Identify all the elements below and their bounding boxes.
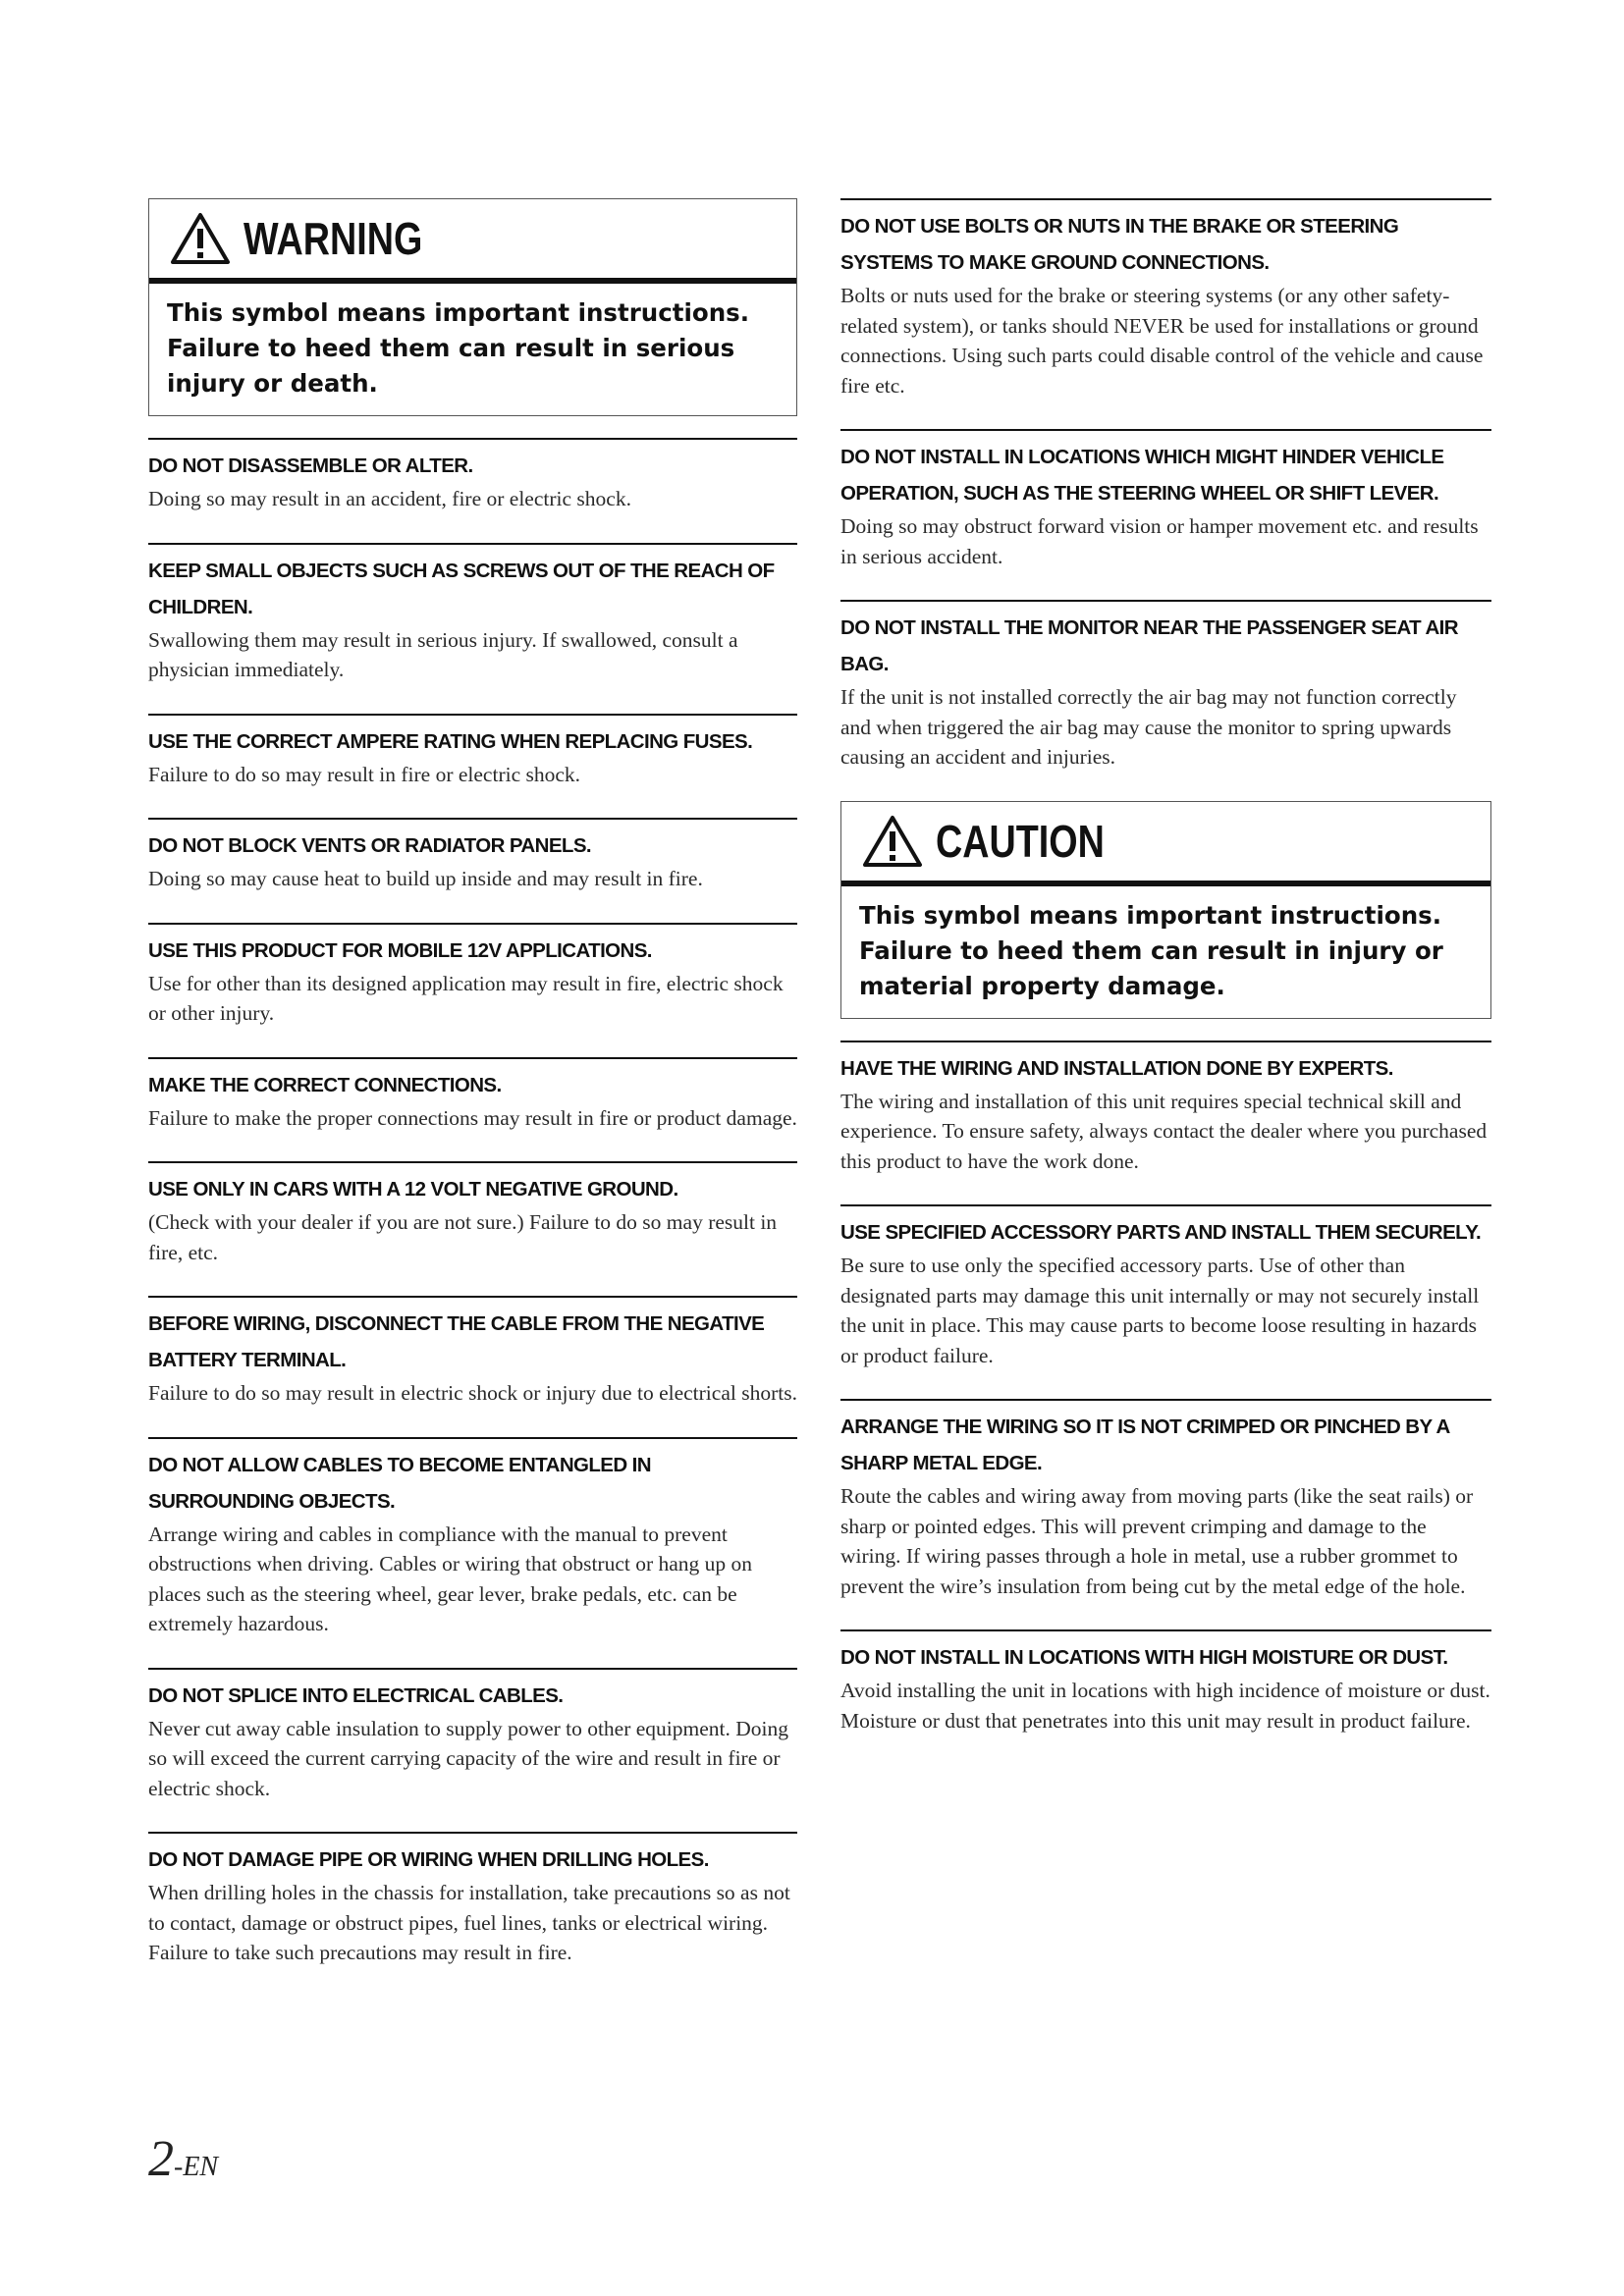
safety-item <box>148 1437 797 1639</box>
safety-item-title: DO NOT INSTALL IN LOCATIONS WHICH MIGHT HINDER VEHICLE OPERATION, SUCH AS THE STEERING WHEEL OR SHIFT LEVER. <box>840 446 1444 505</box>
safety-item-text: Bolts or nuts used for the brake or steering systems (or any other safety-related system), or tanks should NEVER be used for installations or ground connections. Using such parts could disable control of the vehicle and cause fire etc. <box>840 284 1484 398</box>
safety-item-title: DO NOT INSTALL THE MONITOR NEAR THE PASSENGER SEAT AIR BAG. <box>840 616 1458 675</box>
safety-item-title: USE ONLY IN CARS WITH A 12 VOLT NEGATIVE GROUND. <box>148 1178 678 1201</box>
safety-item <box>840 198 1491 400</box>
safety-item-text: Failure to make the proper connections may result in fire or product damage. <box>148 1105 797 1130</box>
safety-item-text: Failure to do so may result in fire or electric shock. <box>148 762 581 786</box>
safety-item-text: Failure to do so may result in electric shock or injury due to electrical shorts. <box>148 1381 797 1405</box>
safety-item-title: USE THIS PRODUCT FOR MOBILE 12V APPLICATIONS. <box>148 938 652 962</box>
safety-item-title: HAVE THE WIRING AND INSTALLATION DONE BY EXPERTS. <box>840 1056 1393 1080</box>
safety-item <box>148 1296 797 1409</box>
safety-item-text: Doing so may obstruct forward vision or hamper movement etc. and results in serious accident. <box>840 514 1479 568</box>
caution-title: CAUTION <box>936 815 1105 867</box>
safety-item-text: Avoid installing the unit in locations with high incidence of moisture or dust. Moisture or dust that penetrates into this unit may result in product failure. <box>840 1679 1490 1733</box>
safety-item <box>148 1832 797 1968</box>
safety-item-text: The wiring and installation of this unit requires special technical skill and experience. To ensure safety, always contact the dealer where you purchased this product to have the work done. <box>840 1089 1488 1173</box>
safety-item-text: Route the cables and wiring away from moving parts (like the seat rails) or sharp or pointed edges. This will prevent crimping and damage to the wiring. If wiring passes through a hole in metal, use a rubber grommet to prevent the wire’s insulation from being cut by the metal edge of the hole. <box>840 1484 1474 1598</box>
safety-item-text: Never cut away cable insulation to supply power to other equipment. Doing so will exceed the current carrying capacity of the wire and result in fire or electric shock. <box>148 1716 789 1800</box>
safety-item <box>840 1204 1491 1370</box>
right-column <box>840 198 1491 1764</box>
safety-item-text: Use for other than its designed application may result in fire, electric shock or other injury. <box>148 971 784 1025</box>
safety-item-title: DO NOT ALLOW CABLES TO BECOME ENTANGLED IN SURROUNDING OBJECTS. <box>148 1453 651 1513</box>
safety-item <box>840 429 1491 571</box>
safety-item-title: BEFORE WIRING, DISCONNECT THE CABLE FROM THE NEGATIVE BATTERY TERMINAL. <box>148 1312 765 1371</box>
safety-item-title: DO NOT SPLICE INTO ELECTRICAL CABLES. <box>148 1683 564 1707</box>
page-number-suffix: -EN <box>174 2152 219 2182</box>
safety-item-title: DO NOT DAMAGE PIPE OR WIRING WHEN DRILLING HOLES. <box>148 1848 709 1871</box>
safety-item-title: MAKE THE CORRECT CONNECTIONS. <box>148 1073 502 1096</box>
safety-item <box>148 438 797 514</box>
safety-item-title: DO NOT DISASSEMBLE OR ALTER. <box>148 454 473 477</box>
safety-item-text: Swallowing them may result in serious injury. If swallowed, consult a physician immediately. <box>148 627 738 681</box>
safety-item-text: Arrange wiring and cables in compliance with the manual to prevent obstructions when driving. Cables or wiring that obstruct or hang up on places such as the steering wheel, gear lever, brake pedals, etc. can be extremely hazardous. <box>148 1522 753 1635</box>
safety-item-title: USE SPECIFIED ACCESSORY PARTS AND INSTALL THEM SECURELY. <box>840 1221 1482 1244</box>
safety-item-text: When drilling holes in the chassis for installation, take precautions so as not to contact, damage or obstruct pipes, fuel lines, tanks or electrical wiring. Failure to take such precautions may result in fire. <box>148 1881 790 1964</box>
safety-item-title: DO NOT INSTALL IN LOCATIONS WITH HIGH MOISTURE OR DUST. <box>840 1646 1448 1669</box>
right-items-bottom-list <box>840 1041 1491 1736</box>
left-items-list <box>148 438 797 1968</box>
safety-item-title: DO NOT BLOCK VENTS OR RADIATOR PANELS. <box>148 834 591 857</box>
safety-item <box>840 1629 1491 1735</box>
safety-item <box>840 1041 1491 1177</box>
safety-item-text: Doing so may cause heat to build up inside and may result in fire. <box>148 867 703 890</box>
safety-item-text: If the unit is not installed correctly the air bag may not function correctly and when triggered the air bag may cause the monitor to spring upwards causing an accident and injuries. <box>840 685 1457 769</box>
caution-description: This symbol means important instructions. Failure to heed them can result in injury or material property damage. <box>859 900 1443 1000</box>
safety-item <box>148 818 797 894</box>
safety-item <box>148 1668 797 1804</box>
safety-item-title: USE THE CORRECT AMPERE RATING WHEN REPLACING FUSES. <box>148 729 753 753</box>
safety-item <box>840 1399 1491 1601</box>
safety-item <box>148 1057 797 1134</box>
warning-title: WARNING <box>244 213 423 264</box>
safety-item <box>148 1161 797 1267</box>
caution-box-header <box>841 802 1490 886</box>
warning-box-header <box>149 199 796 284</box>
warning-description: This symbol means important instructions. Failure to heed them can result in serious injury or death. <box>167 298 750 398</box>
safety-item-text: Be sure to use only the specified accessory parts. Use of other than designated parts may damage this unit internally or may not securely install the unit in place. This may cause parts to become loose resulting in hazards or product failure. <box>840 1254 1480 1367</box>
right-items-top-list <box>840 198 1491 773</box>
safety-item <box>148 923 797 1029</box>
warning-box <box>148 198 797 416</box>
safety-item-title: ARRANGE THE WIRING SO IT IS NOT CRIMPED OR PINCHED BY A SHARP METAL EDGE. <box>840 1415 1449 1474</box>
safety-item <box>148 543 797 685</box>
page-number <box>148 2130 218 2188</box>
safety-item <box>840 600 1491 773</box>
safety-item <box>148 714 797 790</box>
safety-item-title: KEEP SMALL OBJECTS SUCH AS SCREWS OUT OF THE REACH OF CHILDREN. <box>148 559 775 618</box>
caution-triangle-icon <box>861 814 924 869</box>
warning-triangle-icon <box>169 211 232 266</box>
page-number-value: 2 <box>148 2131 174 2187</box>
safety-item-title: DO NOT USE BOLTS OR NUTS IN THE BRAKE OR STEERING SYSTEMS TO MAKE GROUND CONNECTIONS. <box>840 215 1399 274</box>
caution-box <box>840 801 1491 1019</box>
safety-item-text: Doing so may result in an accident, fire or electric shock. <box>148 487 631 510</box>
safety-item-text: (Check with your dealer if you are not sure.) Failure to do so may result in fire, etc. <box>148 1210 778 1264</box>
left-column <box>148 198 797 1997</box>
